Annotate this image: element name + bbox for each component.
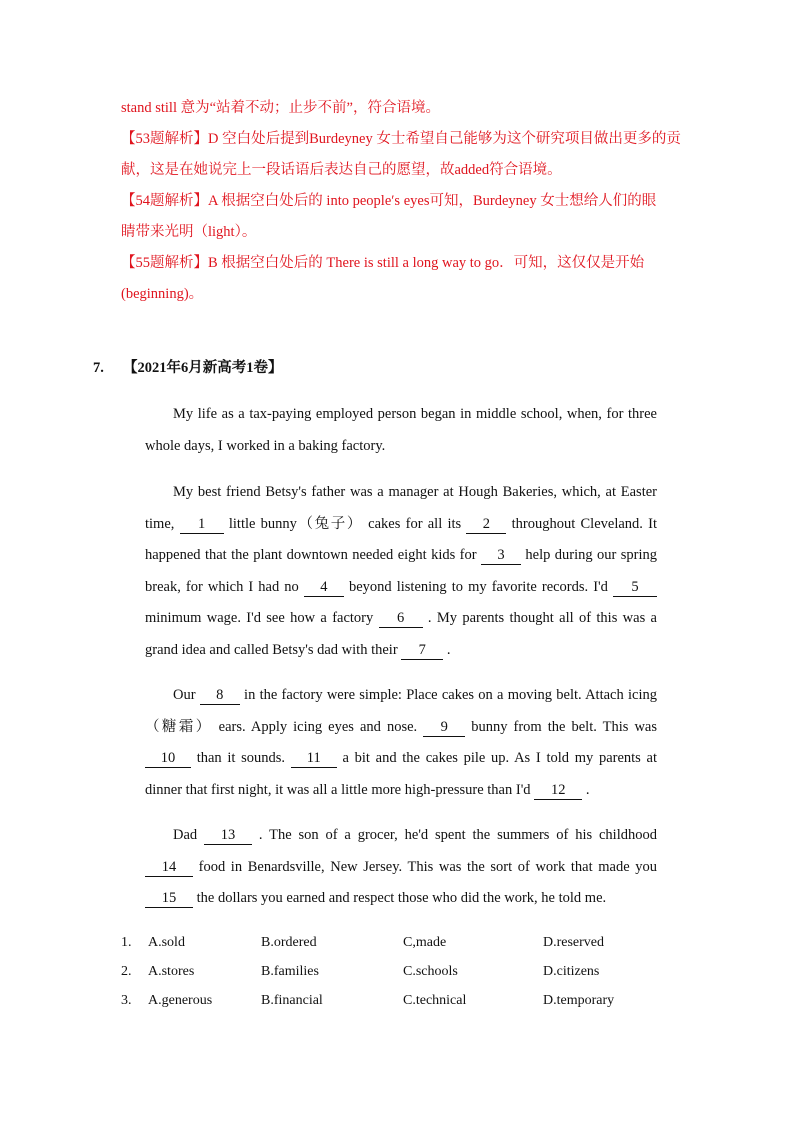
paragraph-text: minimum wage. I'd see how a factory [145,610,379,626]
paragraph-text: Our [173,687,200,703]
option-a[interactable]: A.sold [148,935,185,950]
paragraph-text: bunny from the belt. This was [465,718,657,735]
blank-1[interactable]: 1 [180,515,224,534]
paragraph-text: throughout Cleveland. It happened that the plant downtown needed eight kids for [145,515,657,563]
blank-8[interactable]: 8 [200,686,240,705]
paragraph-text: . My parents thought all of this was a grand idea and called Betsy's dad with their [145,610,657,658]
answer-explanations [121,93,681,310]
paragraph-text: a bit and the cakes pile up. As I told my parents at dinner that first night, it was all a little more high-pressure than I'd [145,750,657,798]
option-a[interactable]: A.generous [148,993,213,1008]
question-title: 【2021年6月新高考1卷】 [123,360,283,376]
paragraph-text: food in Benardsville, New Jersey. This was the sort of work that made you [193,858,657,875]
answer-line-54: 【54题解析】A 根据空白处后的 into people′s eyes可知，Burdeyney 女士想给人们的眼 [121,193,657,209]
option-c[interactable]: C.schools [403,964,458,979]
option-d[interactable]: D.reserved [543,935,605,950]
blank-9[interactable]: 9 [423,718,465,737]
passage-paragraph-2 [145,477,657,666]
paragraph-text: My best friend Betsy's father was a manager at Hough Bakeries, which, at Easter time, [145,484,657,532]
paragraph-text: beyond listening to my favorite records. I'd [343,578,613,595]
answer-line: 献，这是在她说完上一段话语后表达自己的愿望，故added符合语境。 [121,162,562,178]
option-a[interactable]: A.stores [148,964,195,979]
option-row-1 [121,935,681,959]
answer-line: stand still 意为“站着不动；止步不前”，符合语境。 [121,100,440,116]
blank-14[interactable]: 14 [145,858,193,877]
option-c[interactable]: C,made [403,935,447,950]
blank-2[interactable]: 2 [466,515,506,534]
paragraph-text: My life as a tax-paying employed person began in middle school, when, for three whole days, I worked in a baking factory. [145,406,657,454]
answer-line-53: 【53题解析】D 空白处后提到Burdeyney 女士希望自己能够为这个研究项目做出更多的贡 [121,131,681,147]
question-heading [93,356,283,377]
option-b[interactable]: B.ordered [261,935,317,950]
blank-12[interactable]: 12 [534,781,582,800]
blank-15[interactable]: 15 [145,889,193,908]
option-number: 3. [121,993,132,1008]
paragraph-text: the dollars you earned and respect those who did the work, he told me. [193,890,607,906]
option-b[interactable]: B.financial [261,993,323,1008]
blank-4[interactable]: 4 [304,578,344,597]
blank-7[interactable]: 7 [401,641,443,660]
option-d[interactable]: D.citizens [543,964,600,979]
blank-3[interactable]: 3 [481,546,521,565]
option-number: 1. [121,935,132,950]
blank-5[interactable]: 5 [613,578,657,597]
option-c[interactable]: C.technical [403,993,467,1008]
paragraph-text: in the factory were simple: Place cakes on a moving belt. Attach icing（糖霜） ears. Apply icing eyes and nose. [145,687,657,735]
answer-line: (beginning)。 [121,286,204,302]
answer-line: 睛带来光明（light）。 [121,224,257,240]
paragraph-text: than it sounds. [191,750,291,766]
option-number: 2. [121,964,132,979]
blank-13[interactable]: 13 [204,826,252,845]
paragraph-text: . [443,641,451,658]
answer-line-55: 【55题解析】B 根据空白处后的 There is still a long way to go．可知，这仅仅是开始 [121,255,645,271]
option-b[interactable]: B.families [261,964,319,979]
question-number: 7. [93,360,104,376]
blank-10[interactable]: 10 [145,749,191,768]
paragraph-text: . The son of a grocer, he'd spent the summers of his childhood [252,827,657,843]
blank-11[interactable]: 11 [291,749,337,768]
paragraph-text: Dad [173,827,205,843]
option-d[interactable]: D.temporary [543,993,615,1008]
paragraph-text: help during our spring break, for which I had no [145,547,657,595]
paragraph-text: little bunny（兔子） cakes for all its [223,515,467,532]
option-row-3 [121,993,681,1017]
passage-paragraph-4 [145,820,657,915]
option-row-2 [121,964,681,988]
passage-paragraph-3 [145,680,657,806]
blank-6[interactable]: 6 [379,609,423,628]
paragraph-text: . [582,781,590,798]
passage-paragraph-1 [145,399,657,462]
